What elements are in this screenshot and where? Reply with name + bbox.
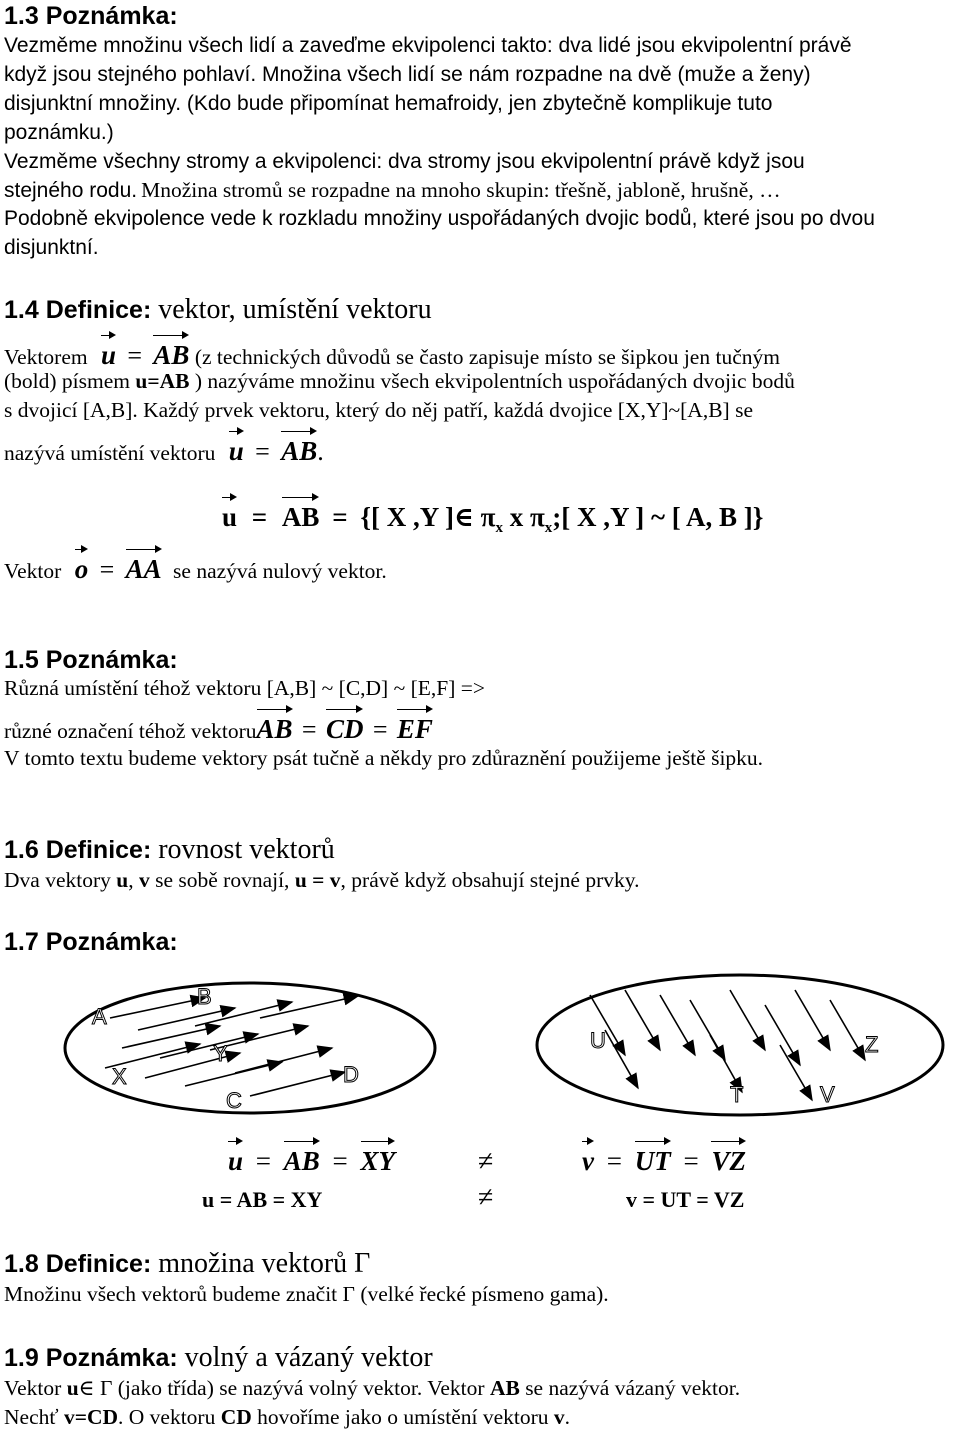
arrow xyxy=(625,990,660,1050)
arrow xyxy=(765,1005,800,1065)
s13-line-2: když jsou stejného pohlaví. Množina všech lidí se nám rozpadne na dvě (muže a ženy) xyxy=(4,63,811,86)
section-1-3-title: 1.3 Poznámka: xyxy=(4,2,178,30)
s14-line-1: Vektorem u = AB (z technických důvodů se často zapisuje místo se šipkou jen tučným xyxy=(4,340,780,370)
s14-line-2: (bold) písmem u=AB ) nazýváme množinu všech ekvipolentních uspořádaných dvojic bodů xyxy=(4,369,795,393)
s13-line-3: disjunktní množiny. (Kdo bude připomínat hemafroidy, jen zbytečně komplikuje tuto xyxy=(4,92,773,115)
section-1-6-title: 1.6 Definice: rovnost vektorů xyxy=(4,834,335,865)
arrow xyxy=(605,1030,638,1088)
arrow xyxy=(730,990,765,1050)
arrow xyxy=(660,995,695,1055)
s13-line-4: poznámku.) xyxy=(4,121,114,144)
label-y: Y xyxy=(213,1041,228,1066)
arrow xyxy=(185,1062,282,1086)
left-arrows xyxy=(105,996,358,1096)
label-t: T xyxy=(730,1082,744,1107)
left-ellipse xyxy=(65,983,435,1113)
left-labels xyxy=(92,984,359,1113)
s13-line-1: Vezměme množinu všech lidí a zaveďme ekvipolenci takto: dva lidé jsou ekvipolentní právě xyxy=(4,34,852,57)
s18-line-1: Množinu všech vektorů budeme značit Γ (velké řecké písmeno gama). xyxy=(4,1282,609,1306)
label-z: Z xyxy=(865,1032,879,1057)
section-1-5-title: 1.5 Poznámka: xyxy=(4,646,178,674)
s15-line-2: různé označení téhož vektoruAB = CD = EF xyxy=(4,714,433,744)
s13-line-7: Podobně ekvipolence vede k rozkladu množiny uspořádaných dvojic bodů, které jsou po dvou xyxy=(4,207,875,230)
arrow xyxy=(122,1026,220,1048)
right-ellipse-diagram xyxy=(530,970,950,1120)
arrow xyxy=(160,1034,258,1058)
label-b: B xyxy=(197,984,212,1009)
zero-vector-line: Vektor o = AA se nazývá nulový vektor. xyxy=(4,554,387,584)
s13-line-6: stejného rodu. Množina stromů se rozpadne na mnoho skupin: třešně, jabloně, hrušně, … xyxy=(4,178,781,202)
s15-line-3: V tomto textu budeme vektory psát tučně a někdy pro zdůraznění použijeme ještě šipku. xyxy=(4,746,764,770)
label-c: C xyxy=(226,1088,242,1113)
formula-bold-u: u = AB = XY xyxy=(202,1187,323,1212)
arrow xyxy=(235,1048,332,1073)
formula-bold-v: v = UT = VZ xyxy=(626,1187,745,1212)
arrow xyxy=(830,1000,865,1060)
section-1-7-title: 1.7 Poznámka: xyxy=(4,928,178,956)
s14-line-3: s dvojicí [A,B]. Každý prvek vektoru, který do něj patří, každá dvojice [X,Y]~[A,B] se xyxy=(4,398,753,422)
formula-v-ut-vz: v = UT = VZ xyxy=(582,1146,746,1176)
formula-u-ab-xy: u = AB = XY xyxy=(228,1146,396,1176)
vector-definition-formula: u = AB = {[ X ,Y ]∈ $\pi_x$ x $\pi_x$;[ X ,Y ] ~ [ A, B ]} xyxy=(222,502,764,536)
s14-line-4: nazývá umístění vektoru u = AB. xyxy=(4,436,324,466)
section-1-8-title: 1.8 Definice: množina vektorů Γ xyxy=(4,1248,371,1279)
s15-line-1: Různá umístění téhož vektoru [A,B] ~ [C,D] ~ [E,F] => xyxy=(4,676,486,700)
label-x: X xyxy=(112,1064,127,1089)
arrow xyxy=(250,1072,345,1096)
right-labels xyxy=(590,1028,878,1107)
s13-line-5: Vezměme všechny stromy a ekvipolenci: dva stromy jsou ekvipolentní právě když jsou xyxy=(4,150,805,173)
left-ellipse-diagram xyxy=(60,978,460,1118)
label-v: V xyxy=(820,1082,835,1107)
s19-line-2: Nechť v=CD. O vektoru CD hovoříme jako o umístění vektoru v. xyxy=(4,1405,571,1429)
neq-sign-2: ≠ xyxy=(478,1182,494,1213)
s13-line-8: disjunktní. xyxy=(4,236,99,259)
label-d: D xyxy=(343,1062,359,1087)
arrow xyxy=(795,990,830,1050)
s19-line-1: Vektor u∈ Γ (jako třída) se nazývá volný vektor. Vektor AB se nazývá vázaný vektor. xyxy=(4,1376,741,1400)
label-u: U xyxy=(590,1028,606,1053)
arrow xyxy=(780,1045,812,1100)
label-a: A xyxy=(92,1004,107,1029)
s16-line-1: Dva vektory u, v se sobě rovnají, u = v, právě když obsahují stejné prvky. xyxy=(4,868,640,892)
neq-sign-1: ≠ xyxy=(478,1146,494,1177)
section-1-9-title: 1.9 Poznámka: volný a vázaný vektor xyxy=(4,1342,433,1373)
section-1-4-title: 1.4 Definice: vektor, umístění vektoru xyxy=(4,294,432,325)
